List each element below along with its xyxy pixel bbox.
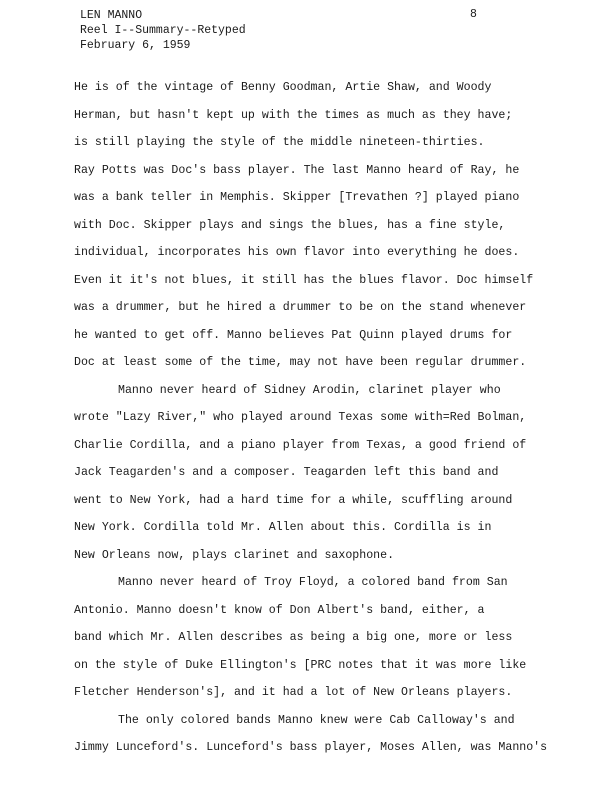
header-date: February 6, 1959 bbox=[80, 39, 191, 52]
body-text bbox=[74, 74, 594, 762]
text-line: Fletcher Henderson's], and it had a lot of New Orleans players. bbox=[74, 686, 513, 699]
text-line: with Doc. Skipper plays and sings the blues, has a fine style, bbox=[74, 218, 506, 232]
text-line: he wanted to get off. Manno believes Pat Quinn played drums for bbox=[74, 328, 513, 342]
text-line: New York. Cordilla told Mr. Allen about this. Cordilla is in bbox=[74, 521, 492, 534]
header-name: LEN MANNO bbox=[80, 9, 143, 22]
text-line: Jimmy Lunceford's. Lunceford's bass player, Moses Allen, was Manno's bbox=[74, 741, 548, 754]
header-reel: Reel I--Summary--Retyped bbox=[80, 24, 246, 37]
text-line: Manno never heard of Sidney Arodin, clarinet player who bbox=[118, 383, 501, 397]
text-line: Herman, but hasn't kept up with the times as much as they have; bbox=[74, 108, 513, 122]
page-number: 8 bbox=[470, 8, 477, 21]
text-line: wrote "Lazy River," who played around Texas some with=Red Bolman, bbox=[74, 411, 527, 424]
text-line: Antonio. Manno doesn't know of Don Albert's band, either, a bbox=[74, 603, 485, 617]
text-line: was a drummer, but he hired a drummer to be on the stand whenever bbox=[74, 301, 527, 314]
text-line: Jack Teagarden's and a composer. Teagarden left this band and bbox=[74, 466, 499, 479]
text-line: Even it it's not blues, it still has the blues flavor. Doc himself bbox=[74, 273, 534, 287]
text-line: went to New York, had a hard time for a while, scuffling around bbox=[74, 493, 513, 507]
text-line: New Orleans now, plays clarinet and saxophone. bbox=[74, 548, 395, 562]
text-line: Charlie Cordilla, and a piano player from Texas, a good friend of bbox=[74, 438, 527, 452]
text-line: Doc at least some of the time, may not have been regular drummer. bbox=[74, 356, 527, 369]
text-line: is still playing the style of the middle nineteen-thirties. bbox=[74, 136, 485, 149]
text-line: was a bank teller in Memphis. Skipper [Trevathen ?] played piano bbox=[74, 191, 520, 204]
text-line: individual, incorporates his own flavor into everything he does. bbox=[74, 246, 520, 259]
text-line: Manno never heard of Troy Floyd, a colored band from San bbox=[118, 576, 508, 589]
document-header bbox=[80, 8, 246, 53]
text-line: on the style of Duke Ellington's [PRC notes that it was more like bbox=[74, 658, 527, 672]
text-line: He is of the vintage of Benny Goodman, Artie Shaw, and Woody bbox=[74, 81, 492, 94]
text-line: band which Mr. Allen describes as being a big one, more or less bbox=[74, 631, 513, 644]
text-line: The only colored bands Manno knew were Cab Calloway's and bbox=[118, 713, 515, 727]
text-line: Ray Potts was Doc's bass player. The last Manno heard of Ray, he bbox=[74, 163, 520, 177]
